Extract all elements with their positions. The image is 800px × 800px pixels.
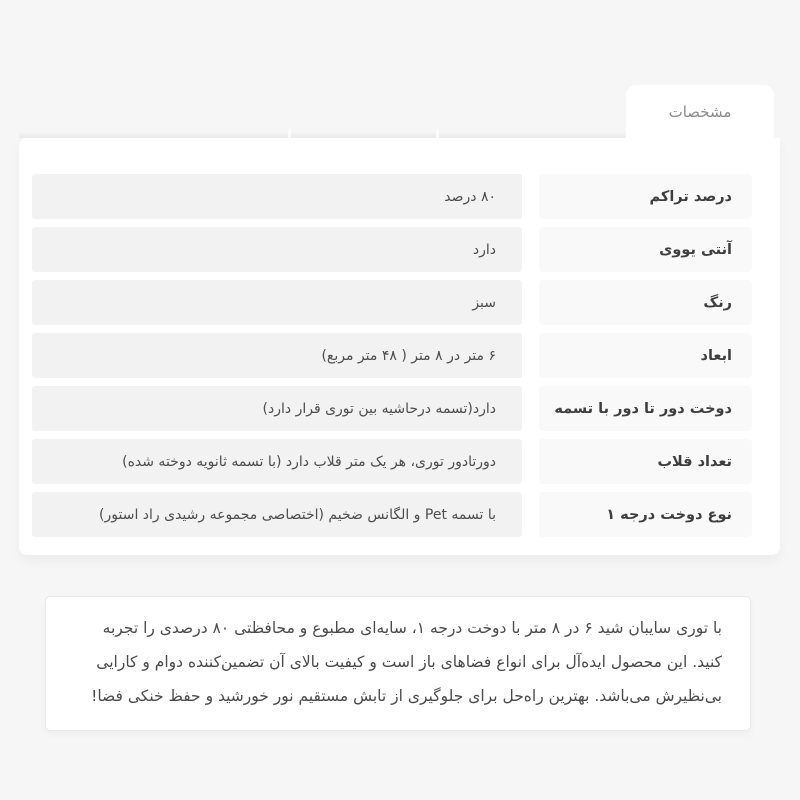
spec-label: آنتی یووی: [539, 227, 752, 272]
spec-label: رنگ: [539, 280, 752, 325]
table-row: [32, 227, 752, 272]
table-row: [32, 492, 752, 537]
spec-value: ۶ متر در ۸ متر ( ۴۸ متر مربع): [32, 333, 522, 378]
table-row: [32, 386, 752, 431]
tab-specifications[interactable]: [626, 85, 774, 139]
tab-separator: [436, 129, 439, 138]
tab-separator: [288, 129, 291, 138]
tabbar-shadow: [19, 131, 625, 138]
product-description-text: با توری سایبان شید ۶ در ۸ متر با دوخت درجه ۱، سایه‌ای مطبوع و محافظتی ۸۰ درصدی را تجربه کنید. این محصول ایده‌آل برای انواع فضاهای باز است و کیفیت بالای آن تضمین‌کننده دوام و کارایی بی‌نظیرش می‌باشد. بهترین راه‌حل برای جلوگیری از تابش مستقیم نور خورشید و حفظ خنکی فضا!: [91, 619, 722, 705]
spec-label: نوع دوخت درجه ۱: [539, 492, 752, 537]
spec-label: تعداد قلاب: [539, 439, 752, 484]
table-row: [32, 280, 752, 325]
spec-value: دارد: [32, 227, 522, 272]
spec-value: دورتادور توری، هر یک متر قلاب دارد (با تسمه ثانویه دوخته شده): [32, 439, 522, 484]
table-row: [32, 333, 752, 378]
spec-value: دارد(تسمه درحاشیه بین توری قرار دارد): [32, 386, 522, 431]
spec-label: درصد تراکم: [539, 174, 752, 219]
product-description-box: [45, 596, 751, 731]
tab-specifications-label: مشخصات: [668, 103, 732, 121]
table-row: [32, 174, 752, 219]
spec-label: دوخت دور تا دور با تسمه: [539, 386, 752, 431]
spec-label: ابعاد: [539, 333, 752, 378]
specifications-card: [19, 138, 780, 555]
table-row: [32, 439, 752, 484]
spec-value: با تسمه Pet و الگانس ضخیم (اختصاصی مجموعه رشیدی راد استور): [32, 492, 522, 537]
spec-value: سبز: [32, 280, 522, 325]
spec-value: ۸۰ درصد: [32, 174, 522, 219]
